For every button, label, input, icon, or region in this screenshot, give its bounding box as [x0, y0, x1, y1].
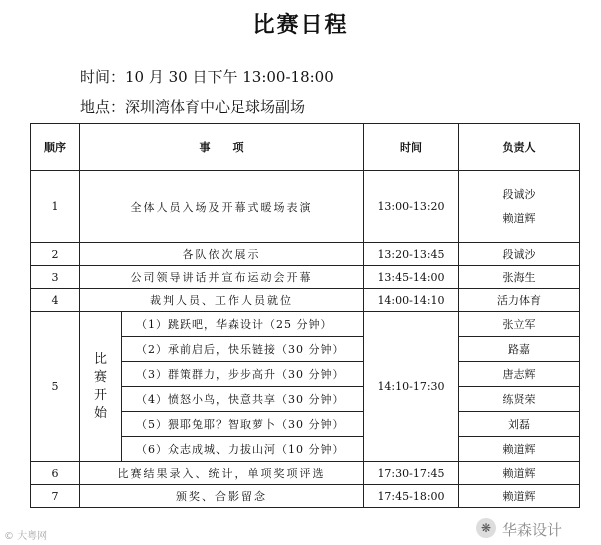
row-order: 2	[31, 243, 80, 266]
table-row	[31, 485, 580, 508]
row-time: 14:10-17:30	[364, 312, 459, 462]
competition-item: （1）跳跃吧，华森设计（25 分钟）	[122, 312, 364, 337]
owner-name: 段诚沙	[502, 187, 536, 201]
watermark-left: © 大粤网	[4, 531, 48, 542]
wechat-logo-icon: ❋	[476, 518, 496, 538]
owner-name: 赖道辉	[502, 211, 536, 225]
row-event: 颁奖、合影留念	[80, 485, 364, 508]
competition-item: （5）猥耶兔耶？智取萝卜（30 分钟）	[122, 412, 364, 437]
row-owner: 张海生	[459, 266, 580, 289]
schedule-location: 地点：深圳湾体育中心足球场副场	[80, 98, 306, 116]
table-row	[31, 266, 580, 289]
row-time: 17:30-17:45	[364, 462, 459, 485]
competition-item: （4）愤怒小鸟，快意共享（30 分钟）	[122, 387, 364, 412]
table-row-competition	[31, 312, 580, 337]
row-time: 14:00-14:10	[364, 289, 459, 312]
row-time: 13:00-13:20	[364, 171, 459, 243]
table-header-row	[31, 124, 580, 171]
competition-owner: 练贤荣	[459, 387, 580, 412]
competition-owner: 张立军	[459, 312, 580, 337]
header-time: 时间	[364, 124, 459, 171]
row-time: 17:45-18:00	[364, 485, 459, 508]
competition-owner: 赖道辉	[459, 437, 580, 462]
competition-item: （3）群策群力，步步高升（30 分钟）	[122, 362, 364, 387]
row-owner: 段诚沙	[459, 243, 580, 266]
competition-group-label: 比 赛 开 始	[80, 312, 122, 462]
competition-owner: 路嘉	[459, 337, 580, 362]
row-time: 13:20-13:45	[364, 243, 459, 266]
table-row	[31, 171, 580, 243]
header-owner: 负责人	[459, 124, 580, 171]
row-order: 6	[31, 462, 80, 485]
row-event: 比赛结果录入、统计，单项奖项评选	[80, 462, 364, 485]
schedule-time: 时间：10 月 30 日下午 13:00-18:00	[80, 68, 334, 86]
row-order: 5	[31, 312, 80, 462]
header-order: 顺序	[31, 124, 80, 171]
row-owner: 赖道辉	[459, 462, 580, 485]
watermark-right: 华森设计	[502, 521, 563, 539]
row-time: 13:45-14:00	[364, 266, 459, 289]
competition-item: （6）众志成城、力拔山河（10 分钟）	[122, 437, 364, 462]
row-order: 4	[31, 289, 80, 312]
page-title: 比赛日程	[252, 13, 349, 38]
row-order: 7	[31, 485, 80, 508]
schedule-table	[30, 123, 580, 508]
competition-owner: 刘磊	[459, 412, 580, 437]
row-order: 3	[31, 266, 80, 289]
row-owner: 活力体育	[459, 289, 580, 312]
table-row	[31, 289, 580, 312]
row-event: 各队依次展示	[80, 243, 364, 266]
row-event: 公司领导讲话并宣布运动会开幕	[80, 266, 364, 289]
row-event: 全体人员入场及开幕式暖场表演	[80, 171, 364, 243]
competition-owner: 唐志辉	[459, 362, 580, 387]
row-event: 裁判人员、工作人员就位	[80, 289, 364, 312]
table-row	[31, 243, 580, 266]
competition-item: （2）承前启后，快乐链接（30 分钟）	[122, 337, 364, 362]
row-owner	[459, 171, 580, 243]
row-owner: 赖道辉	[459, 485, 580, 508]
table-row	[31, 462, 580, 485]
header-event: 事 项	[80, 124, 364, 171]
row-order: 1	[31, 171, 80, 243]
